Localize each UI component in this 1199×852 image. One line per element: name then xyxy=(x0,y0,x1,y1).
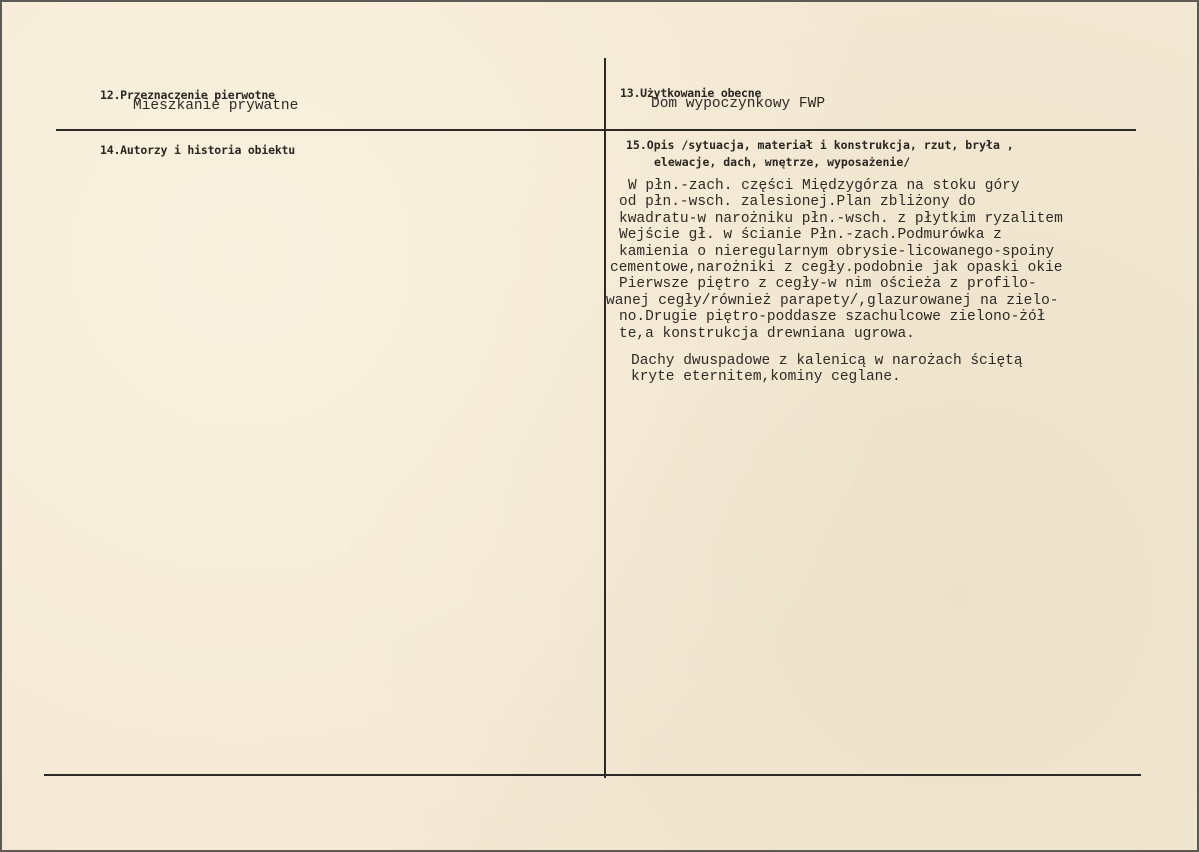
description-line: Wejście gł. w ścianie Płn.-zach.Podmurówka z xyxy=(619,227,1002,244)
description-line: Pierwsze piętro z cegły-w nim ościeża z profilo- xyxy=(619,276,1037,293)
field-15-label-line: elewacje, dach, wnętrze, wyposażenie/ xyxy=(654,155,911,169)
field-15-roof-description xyxy=(631,353,1023,386)
field-12-label: 12.Przeznaczenie pierwotne xyxy=(100,88,275,102)
description-line: W płn.-zach. części Międzygórza na stoku góry xyxy=(628,178,1020,194)
field-15-description xyxy=(606,178,1063,342)
description-line: Dachy dwuspadowe z kalenicą w narożach ściętą xyxy=(631,353,1023,369)
description-line: kwadratu-w narożniku płn.-wsch. z płytkim ryzalitem xyxy=(619,210,1063,227)
field-12-value: Mieszkanie prywatne xyxy=(133,98,299,114)
description-line: wanej cegły/również parapety/,glazurowanej na zielo- xyxy=(606,292,1059,309)
description-line: cementowe,narożniki z cegły.podobnie jak opaski okie xyxy=(610,260,1063,277)
description-line: kryte eternitem,kominy ceglane. xyxy=(631,369,901,386)
column-divider xyxy=(604,58,606,778)
row-divider xyxy=(56,129,1136,131)
field-13-value: Dom wypoczynkowy FWP xyxy=(651,96,826,112)
description-line: te,a konstrukcja drewniana ugrowa. xyxy=(619,325,915,342)
description-line: no.Drugie piętro-poddasze szachulcowe zielono-żół xyxy=(619,309,1046,326)
description-line: kamienia o nieregularnym obrysie-licowanego-spoiny xyxy=(619,243,1055,260)
field-13-label: 13.Użytkowanie obecne xyxy=(620,86,762,100)
bottom-rule xyxy=(44,774,1141,776)
field-15-label xyxy=(626,137,1014,171)
field-14-label: 14.Autorzy i historia obiektu xyxy=(100,143,295,157)
field-15-label-line: 15.Opis /sytuacja, materiał i konstrukcja, rzut, bryła , xyxy=(626,138,1014,152)
description-line: od płn.-wsch. zalesionej.Plan zbliżony do xyxy=(619,194,976,211)
record-card xyxy=(2,2,1197,850)
